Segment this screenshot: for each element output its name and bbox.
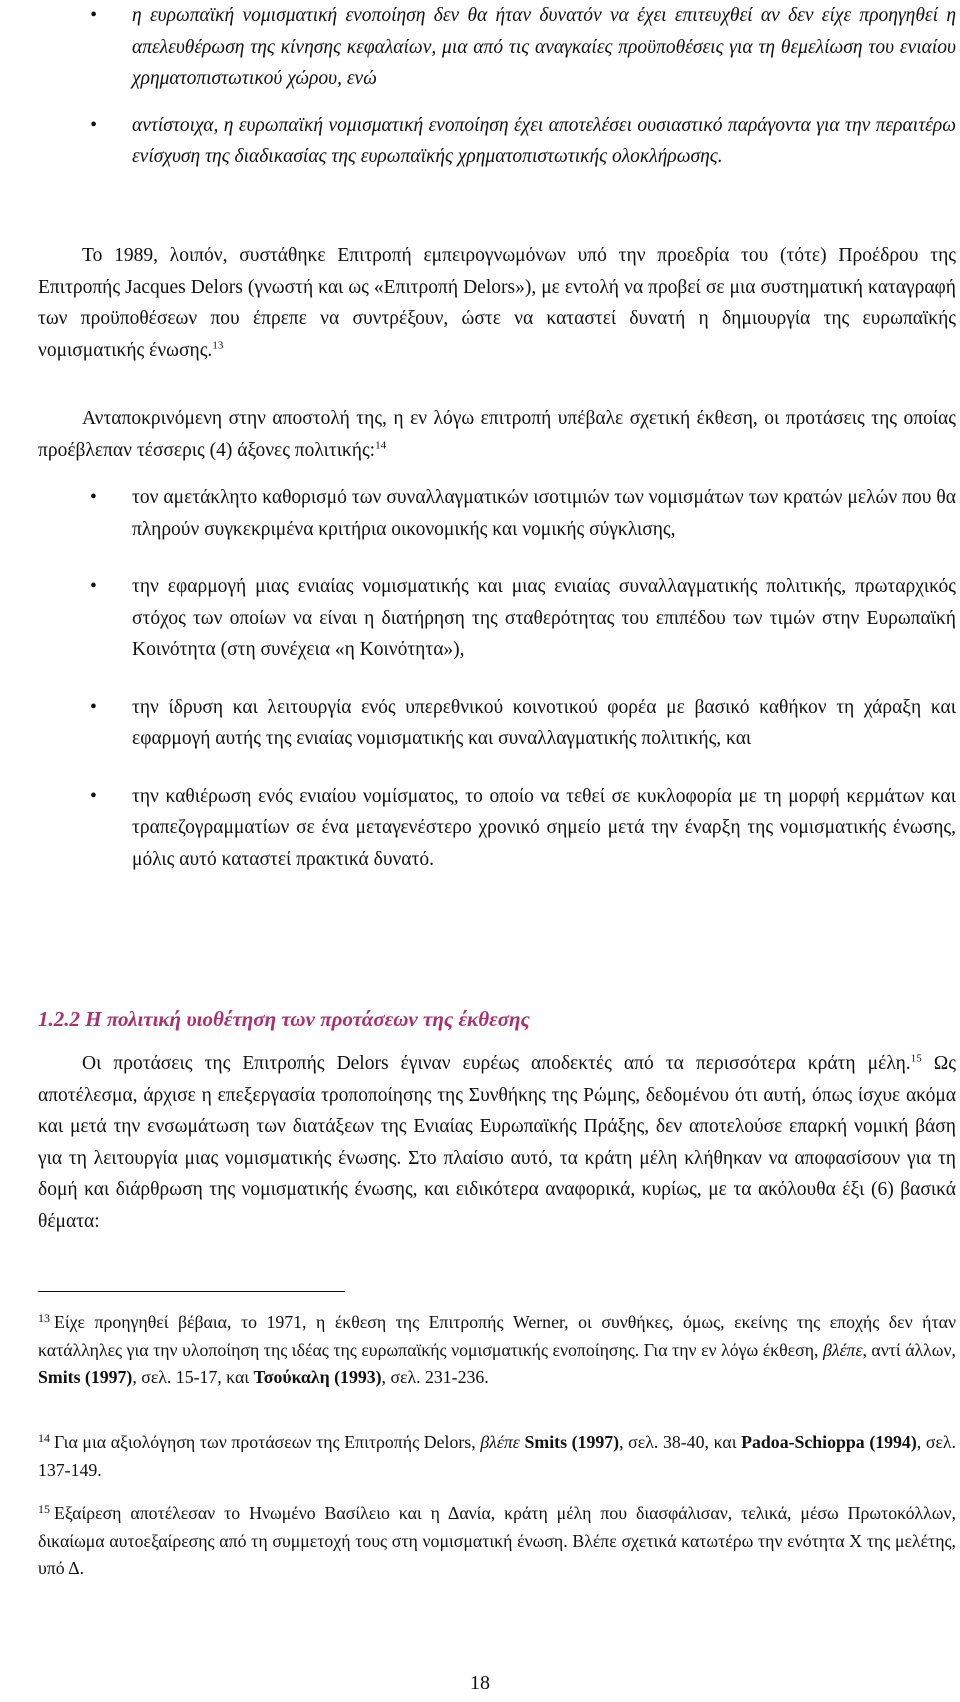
- footnote-ref-15[interactable]: 15: [910, 1052, 922, 1065]
- policy-bullet-4: [38, 781, 956, 876]
- paragraph-1-text: Το 1989, λοιπόν, συστάθηκε Επιτροπή εμπειρογνωμόνων υπό την προεδρία του (τότε) Προέδρου της Επιτροπής Jacques Delors (γνωστή και ως «Επιτροπή Delors»), με εντολή να προβεί σε μια συστηματική καταγραφή των προϋποθέσεων που έπρεπε να συντρέξουν, ώστε να καταστεί δυνατή η δημιουργία της ευρωπαϊκής νομισματικής ένωσης.: [38, 245, 956, 361]
- footnote-14-ref-smits: Smits (1997): [524, 1432, 620, 1452]
- footnote-13-text-4: , σελ. 231-236.: [381, 1367, 489, 1387]
- footnote-15: [38, 1500, 956, 1583]
- intro-bullet-1-text: η ευρωπαϊκή νομισματική ενοποίηση δεν θα ήταν δυνατόν να έχει επιτευχθεί αν δεν είχε προηγηθεί η απελευθέρωση της κίνησης κεφαλαίων, μια από τις αναγκαίες προϋποθέσεις για τη θεμελίωση του ενιαίου χρηματοπιστωτικού χώρου, ενώ: [132, 5, 956, 89]
- bullet-icon: •: [90, 696, 97, 718]
- bullet-icon: •: [90, 487, 97, 508]
- footnote-ref-14[interactable]: 14: [375, 439, 387, 451]
- page-number: 18: [470, 1672, 490, 1694]
- policy-bullet-3: [38, 692, 956, 755]
- paragraph-2: [38, 403, 956, 466]
- bullet-icon: •: [90, 114, 97, 136]
- footnote-15-text: Εξαίρεση αποτέλεσαν το Ηνωμένο Βασίλειο και η Δανία, κράτη μέλη που διασφάλισαν, τελικά, μέσω Πρωτοκόλλων, δικαίωμα αυτοεξαίρεσης από τη συμμετοχή τους στη νομισματική ένωση. Βλέπε σχετικά κατωτέρω την ενότητα Χ της μελέτης, υπό Δ.: [38, 1503, 956, 1578]
- footnote-13-text-2: , αντί άλλων,: [862, 1339, 956, 1360]
- footnote-separator: [38, 1291, 345, 1292]
- bullet-icon: •: [90, 576, 97, 597]
- footnote-14-text-2: , σελ. 38-40, και: [619, 1432, 742, 1452]
- footnote-13-text-3: , σελ. 15-17, και: [132, 1367, 254, 1387]
- footnote-14: [38, 1429, 956, 1484]
- footnote-13-ref-tsoukali: Τσούκαλη (1993): [253, 1367, 382, 1387]
- paragraph-3: [38, 1048, 956, 1237]
- intro-bullet-list: [38, 0, 956, 173]
- policy-bullet-list: [38, 482, 956, 875]
- section-heading: 1.2.2 Η πολιτική υιοθέτηση των προτάσεων της έκθεσης: [38, 1007, 530, 1031]
- footnote-ref-13[interactable]: 13: [212, 339, 224, 351]
- footnote-13-number: 13: [38, 1311, 50, 1325]
- paragraph-1: [38, 240, 956, 366]
- bullet-icon: •: [90, 5, 97, 26]
- footnote-14-text-3: , σελ. 137-149.: [38, 1432, 956, 1480]
- intro-bullet-1: [38, 0, 956, 95]
- policy-bullet-4-text: την καθιέρωση ενός ενιαίου νομίσματος, το οποίο να τεθεί σε κυκλοφορία με τη μορφή κερμάτων και τραπεζογραμματίων σε ένα μεταγενέστερο χρονικό σημείο μετά την έναρξη της νομισματικής ένωσης, μόλις αυτό καταστεί πρακτικά δυνατό.: [132, 785, 956, 870]
- intro-bullet-2-text: αντίστοιχα, η ευρωπαϊκή νομισματική ενοποίηση έχει αποτελέσει ουσιαστικό παράγοντα για την περαιτέρω ενίσχυση της διαδικασίας της ευρωπαϊκής χρηματοπιστωτικής ολοκλήρωσης.: [132, 114, 956, 167]
- policy-bullet-1-text: τον αμετάκλητο καθορισμό των συναλλαγματικών ισοτιμιών των νομισμάτων των κρατών μελών που θα πληρούν συγκεκριμένα κριτήρια οικονομικής και νομικής σύγκλισης,: [132, 487, 956, 540]
- paragraph-2-text: Ανταποκρινόμενη στην αποστολή της, η εν λόγω επιτροπή υπέβαλε σχετική έκθεση, οι προτάσεις της οποίας προέβλεπαν τέσσερις (4) άξονες πολιτικής:: [38, 408, 956, 461]
- footnote-13-text-1: Είχε προηγηθεί βέβαια, το 1971, η έκθεση της Επιτροπής Werner, οι συνθήκες, όμως, εκείνης της εποχής δεν ήταν κατάλληλες για την υλοποίηση της ιδέας της ευρωπαϊκής νομισματικής ενοποίησης. Για την εν λόγω έκθεση,: [38, 1312, 956, 1360]
- paragraph-3-text-before: Οι προτάσεις της Επιτροπής Delors έγιναν ευρέως αποδεκτές από τα περισσότερα κράτη μέλη.: [82, 1053, 911, 1074]
- policy-bullet-2-text: την εφαρμογή μιας ενιαίας νομισματικής και μιας ενιαίας συναλλαγματικής πολιτικής, πρωταρχικός στόχος των οποίων να είναι η διατήρηση της σταθερότητας του επιπέδου των τιμών στην Ευρωπαϊκή Κοινότητα (στη συνέχεια «η Κοινότητα»),: [132, 576, 956, 660]
- footnote-13-ref-smits: Smits (1997): [38, 1367, 133, 1387]
- policy-bullet-3-text: την ίδρυση και λειτουργία ενός υπερεθνικού κοινοτικού φορέα με βασικό καθήκον τη χάραξη και εφαρμογή αυτής της ενιαίας νομισματικής και συναλλαγματικής πολιτικής, και: [132, 696, 956, 749]
- footnote-14-ref-padoa: Padoa-Schioppa (1994): [741, 1432, 917, 1452]
- policy-bullet-2: [38, 571, 956, 666]
- footnote-13-see: βλέπε: [822, 1339, 863, 1360]
- footnote-14-see: βλέπε: [480, 1432, 520, 1452]
- footnote-15-number: 15: [38, 1502, 50, 1516]
- policy-bullet-1: [38, 482, 956, 545]
- paragraph-3-text-after: Ως αποτέλεσμα, άρχισε η επεξεργασία τροποποίησης της Συνθήκης της Ρώμης, δεδομένου ότι αυτή, όπως ίσχυε ακόμα και μετά την ενσωμάτωση των διατάξεων της Ενιαίας Ευρωπαϊκής Πράξης, δεν αποτελούσε επαρκή νομική βάση για τη λειτουργία μιας νομισματικής ένωσης. Στο πλαίσιο αυτό, τα κράτη μέλη κλήθηκαν να αποφασίσουν για τη δομή και διάρθρωση της νομισματικής ένωσης, και ειδικότερα αναφορικά, κυρίως, με τα ακόλουθα έξι (6) βασικά θέματα:: [38, 1053, 956, 1232]
- footnote-14-text-1: Για μια αξιολόγηση των προτάσεων της Επιτροπής Delors,: [54, 1432, 481, 1452]
- bullet-icon: •: [90, 785, 97, 807]
- intro-bullet-2: [38, 110, 956, 173]
- footnote-14-number: 14: [38, 1431, 50, 1445]
- footnote-13: [38, 1309, 956, 1392]
